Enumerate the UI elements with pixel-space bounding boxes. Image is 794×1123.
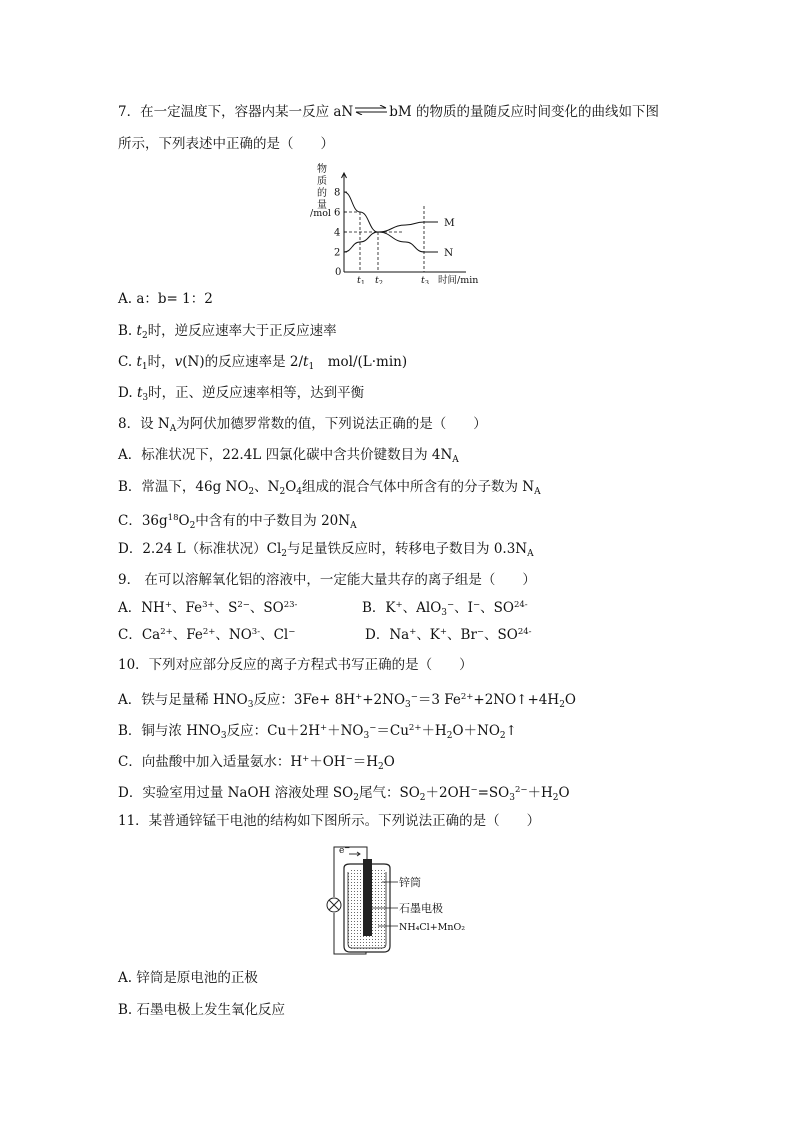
graphite-rod bbox=[363, 859, 372, 936]
x-tick-label: $t_1$ bbox=[357, 275, 365, 284]
q11-option-b: B. 石墨电极上发生氧化反应 bbox=[118, 1002, 286, 1018]
q7-option-b: B. $t_2$时，逆反应速率大于正反应速率 bbox=[118, 323, 337, 341]
y-axis-label-char: 的 bbox=[317, 188, 327, 199]
q7-stem-part2: bM 的物质的量随反应时间变化的曲线如下图 bbox=[389, 104, 660, 120]
q11-dry-cell-diagram bbox=[326, 842, 476, 956]
q9-stem: 9． 在可以溶解氧化铝的溶液中，一定能大量共存的离子组是（ ） bbox=[118, 572, 536, 588]
q7-option-a: A. a：b= 1：2 bbox=[118, 291, 213, 307]
q9-option-a: A．NH+、$Fe^{3+}$、$S^{2-}$、$SO^{23-}$ bbox=[118, 600, 298, 616]
q7-amount-time-chart bbox=[308, 160, 488, 284]
q7-stem-part1: 7．在一定温度下，容器内某一反应 aN bbox=[118, 104, 354, 120]
q7-option-c: C. $t_1$时，v(N)的反应速率是 $2/t_1$ mol/(L·min) bbox=[118, 354, 408, 372]
series-label-M: M bbox=[444, 217, 455, 229]
q8-stem: 8．设 $N_A$为阿伏加德罗常数的值，下列说法正确的是（ ） bbox=[118, 416, 487, 434]
y-axis-unit: /mol bbox=[310, 208, 331, 219]
y-tick-label: 8 bbox=[334, 187, 341, 199]
q10-option-c: C．向盐酸中加入适量氨水：$H^++OH^-=H_2O$ bbox=[118, 754, 395, 772]
q9-option-c: C．$Ca^{2+}$、$Fe^{2+}$、$NO^{3-}$、Cl− bbox=[118, 627, 296, 643]
q8-option-b: B．常温下，46g $NO_2$、$N_2O_4$组成的混合气体中所含有的分子数为 $N_A$ bbox=[118, 479, 541, 497]
q10-option-a: A．铁与足量稀 $HNO_3$反应：$3Fe+ 8H^++2NO_3^-=3$ $Fe^{2+}+2NO↑+4H_2O$ bbox=[118, 692, 576, 710]
q8-option-d: D．2.24 L（标准状况）$Cl_2$与足量铁反应时，转移电子数目为 $0.3N_A$ bbox=[118, 541, 534, 559]
q9-option-d: D．Na+、K+、Br−、$SO^{24-}$ bbox=[365, 627, 532, 643]
q11-option-a: A. 锌筒是原电池的正极 bbox=[118, 970, 258, 986]
equilibrium-arrow-icon bbox=[354, 105, 388, 115]
x-axis-label: 时间/min bbox=[438, 275, 479, 284]
q10-option-b: B．铜与浓 $HNO_3$反应：$Cu+2H^++NO_3^-=Cu^{2+}+H_2O+NO_2↑$ bbox=[118, 723, 517, 741]
x-tick-label: $t_3$ bbox=[421, 275, 429, 284]
q10-stem: 10．下列对应部分反应的离子方程式书写正确的是（ ） bbox=[118, 657, 473, 673]
q8-option-a: A．标准状况下，22.4L 四氯化碳中含共价键数目为 $4N_A$ bbox=[118, 447, 459, 465]
q9-option-b: B．K+、AlO$_3$−、I−、$SO^{24-}$ bbox=[362, 600, 528, 618]
electron-label: e− bbox=[339, 844, 351, 856]
y-axis-label-char: 量 bbox=[317, 200, 327, 211]
graphite-electrode-label: 石墨电极 bbox=[399, 902, 443, 915]
q7-stem-line2: 所示，下列表述中正确的是（ ） bbox=[118, 136, 334, 152]
y-axis-label-char: 质 bbox=[317, 176, 327, 187]
series-label-N: N bbox=[444, 247, 454, 259]
q10-option-d: D．实验室用过量 NaOH 溶液处理 $SO_2$尾气：$SO_2+2OH^-=SO_3^{2-}+H_2O$ bbox=[118, 785, 570, 803]
x-tick-label: $t_2$ bbox=[375, 275, 383, 284]
zinc-can-label: 锌筒 bbox=[399, 876, 421, 889]
paste-label: NH₄Cl+MnO₂ bbox=[399, 922, 466, 933]
y-tick-label: 4 bbox=[334, 227, 341, 239]
q8-option-c: C．$36g^{18}O_2$中含有的中子数目为 $20N_A$ bbox=[118, 513, 357, 531]
q7-stem-line1 bbox=[118, 103, 659, 121]
y-tick-label: 2 bbox=[334, 247, 341, 259]
q7-option-d: D. $t_3$时，正、逆反应速率相等，达到平衡 bbox=[118, 385, 365, 403]
y-axis-label-char: 物 bbox=[317, 164, 327, 175]
q11-stem: 11．某普通锌锰干电池的结构如下图所示。下列说法正确的是（ ） bbox=[118, 813, 541, 829]
y-tick-label: 6 bbox=[334, 207, 341, 219]
origin-label: 0 bbox=[335, 267, 342, 278]
